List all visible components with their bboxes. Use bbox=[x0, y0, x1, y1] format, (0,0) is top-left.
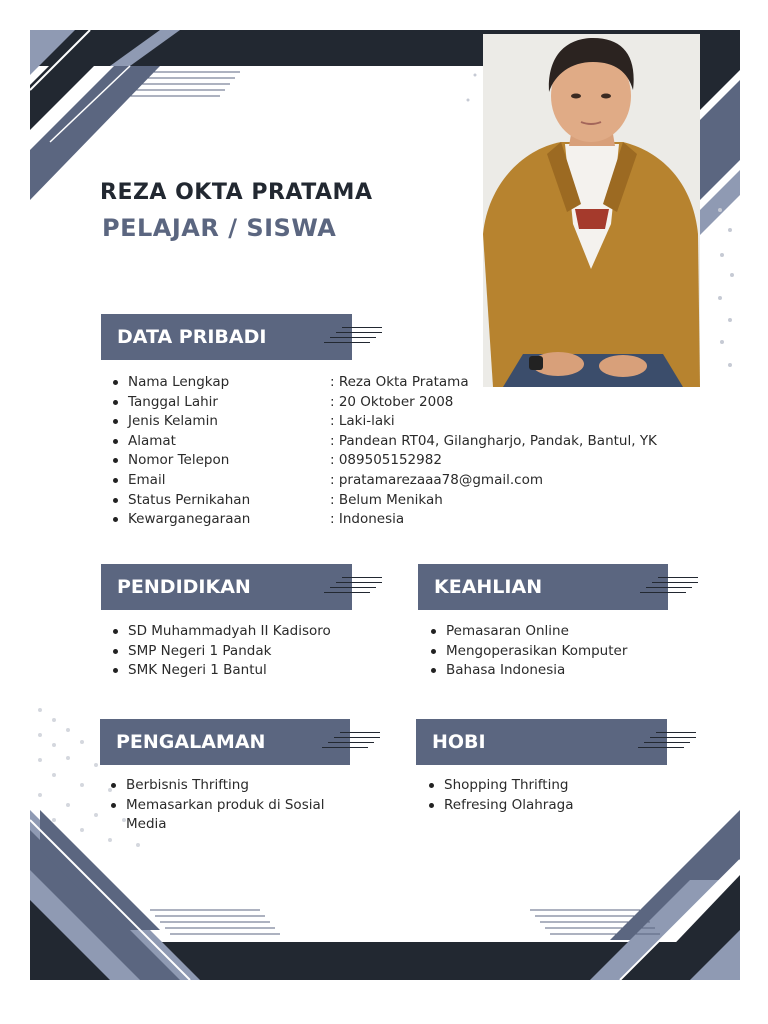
list-item: Nama Lengkap : Reza Okta Pratama bbox=[110, 373, 710, 393]
list-item: Mengoperasikan Komputer bbox=[428, 642, 708, 662]
list-item: Memasarkan produk di Sosial Media bbox=[108, 796, 338, 835]
section-header-keahlian: KEAHLIAN bbox=[418, 564, 668, 610]
header-stripes bbox=[312, 327, 382, 347]
list-item: Jenis Kelamin : Laki-laki bbox=[110, 412, 710, 432]
person-portrait-icon bbox=[483, 34, 700, 387]
skills-list bbox=[428, 622, 708, 681]
education-list bbox=[110, 622, 390, 681]
list-item: Status Pernikahan : Belum Menikah bbox=[110, 491, 710, 511]
list-item: Bahasa Indonesia bbox=[428, 661, 708, 681]
section-header-data-pribadi: DATA PRIBADI bbox=[101, 314, 352, 360]
profile-photo bbox=[483, 34, 700, 387]
list-item: Refresing Olahraga bbox=[426, 796, 706, 816]
list-item: Pemasaran Online bbox=[428, 622, 708, 642]
section-header-hobi: HOBI bbox=[416, 719, 667, 765]
list-item: Email : pratamarezaaa78@gmail.com bbox=[110, 471, 710, 491]
hobby-list bbox=[426, 776, 706, 815]
list-item: Tanggal Lahir : 20 Oktober 2008 bbox=[110, 393, 710, 413]
list-item: SD Muhammadyah II Kadisoro bbox=[110, 622, 390, 642]
experience-list bbox=[108, 776, 338, 835]
full-name-heading: REZA OKTA PRATAMA bbox=[100, 180, 373, 205]
list-item: Kewarganegaraan : Indonesia bbox=[110, 510, 710, 530]
cv-sheet bbox=[30, 30, 740, 980]
role-heading: PELAJAR / SISWA bbox=[102, 214, 337, 242]
list-item: SMK Negeri 1 Bantul bbox=[110, 661, 390, 681]
header-stripes bbox=[312, 577, 382, 597]
list-item: Berbisnis Thrifting bbox=[108, 776, 338, 796]
list-item: Shopping Thrifting bbox=[426, 776, 706, 796]
list-item: Nomor Telepon : 089505152982 bbox=[110, 451, 710, 471]
list-item: SMP Negeri 1 Pandak bbox=[110, 642, 390, 662]
section-header-pengalaman: PENGALAMAN bbox=[100, 719, 350, 765]
section-header-pendidikan: PENDIDIKAN bbox=[101, 564, 352, 610]
header-stripes bbox=[626, 732, 696, 752]
personal-data-list bbox=[110, 373, 710, 530]
header-stripes bbox=[628, 577, 698, 597]
list-item: Alamat : Pandean RT04, Gilangharjo, Pandak, Bantul, YK bbox=[110, 432, 710, 452]
header-stripes bbox=[310, 732, 380, 752]
